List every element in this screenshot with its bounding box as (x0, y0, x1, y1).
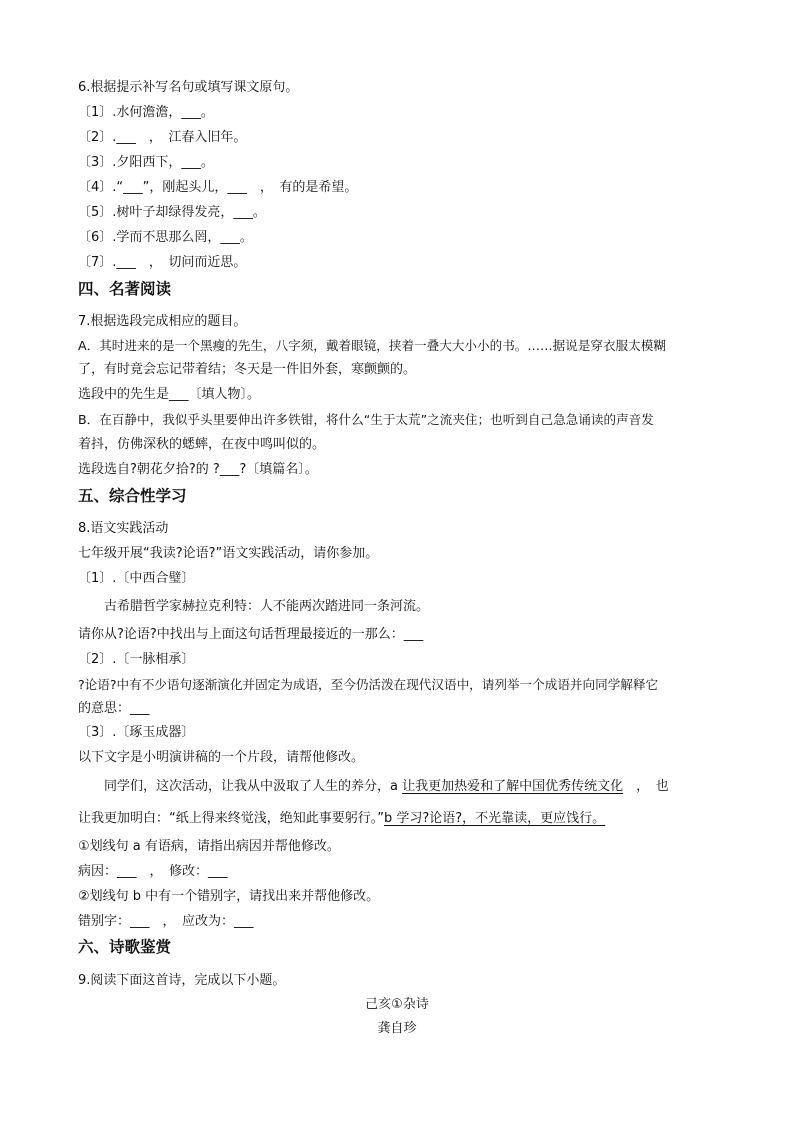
q6-item-7: 〔7〕.___ ， 切问而近思。 (78, 255, 247, 270)
q7-b-line1: B．在百静中，我似乎头里要伸出许多铁钳，将什么“生于太荒”之流夹住；也听到自己急急诵读的声音发 (78, 412, 654, 427)
q8-part1-label: 〔1〕.〔中西合璧〕 (78, 571, 195, 586)
q6-item-5: 〔5〕.树叶子却绿得发亮，___。 (78, 205, 266, 220)
q8-part2-label: 〔2〕.〔一脉相承〕 (78, 652, 195, 667)
passage-line2 (78, 810, 605, 828)
q7-title: 7.根据选段完成相应的题目。 (78, 314, 247, 329)
q8-part3-intro: 以下文字是小明演讲稿的一个片段，请帮他修改。 (78, 750, 365, 765)
q8-title: 8.语文实践活动 (78, 521, 169, 536)
underlined-sentence-b: b 学习?论语?，不光靠读，更应饯行。 (383, 811, 606, 826)
passage-line2-text: 让我更加明白：“纸上得来终觉浅，绝知此事要躬行。” (78, 811, 384, 826)
q6-item-1: 〔1〕.水何澹澹，___。 (78, 105, 214, 120)
q7-a-line2: 了，有时竟会忘记带着结；冬天是一件旧外套，寒颤颤的。 (78, 362, 417, 377)
q8-sub2-answer: 错别字：___ ， 应改为：___ (78, 914, 254, 929)
passage-line1 (104, 778, 669, 796)
section-4-heading: 四、名著阅读 (78, 280, 172, 298)
passage-line1-tail: ， 也 (623, 779, 669, 794)
poem-title: 己亥①杂诗 (365, 997, 429, 1012)
section-6-heading: 六、诗歌鉴赏 (78, 938, 172, 956)
q6-title: 6.根据提示补写名句或填写课文原句。 (78, 80, 299, 95)
passage-line1-text: 同学们，这次活动，让我从中汲取了人生的养分，a (104, 779, 403, 794)
q6-item-6: 〔6〕.学而不思那么罔，___。 (78, 230, 253, 245)
q8-part3-label: 〔3〕.〔琢玉成器〕 (78, 725, 195, 740)
q6-item-3: 〔3〕.夕阳西下，___。 (78, 155, 214, 170)
q7-a-question: 选段中的先生是___〔填人物〕。 (78, 387, 261, 402)
q8-part2-question-line1: ?论语?中有不少语句逐渐演化并固定为成语，至今仍活泼在现代汉语中，请列举一个成语并向同学解释它 (78, 677, 659, 692)
q8-part2-question-line2: 的意思：___ (78, 701, 150, 716)
q7-b-line2: 着抖，仿佛深秋的蟋蟀，在夜中鸣叫似的。 (78, 437, 326, 452)
q7-a-line1: A．其时进来的是一个黑瘦的先生，八字须，戴着眼镜，挟着一叠大大小小的书。……据说是穿衣服太模糊 (78, 338, 666, 353)
poem-author: 龚自珍 (377, 1021, 417, 1036)
q8-part1-question: 请你从?论语?中找出与上面这句话哲理最接近的一那么：___ (78, 627, 424, 642)
section-5-heading: 五、综合性学习 (78, 487, 187, 505)
q6-item-4: 〔4〕.“___”，刚起头儿，___ ， 有的是希望。 (78, 180, 358, 195)
q8-sub2: ②划线句 b 中有一个错别字，请找出来并帮他修改。 (78, 889, 380, 904)
q8-sub1: ①划线句 a 有语病，请指出病因并帮他修改。 (78, 839, 340, 854)
underlined-sentence-a: 让我更加热爱和了解中国优秀传统文化 (402, 779, 624, 794)
q8-part1-quote: 古希腊哲学家赫拉克利特：人不能两次踏进同一条河流。 (104, 599, 430, 614)
q8-sub1-answer: 病因：___ ， 修改：___ (78, 864, 228, 879)
q8-intro: 七年级开展“我读?论语?”语文实践活动，请你参加。 (78, 546, 379, 561)
q9-title: 9.阅读下面这首诗，完成以下小题。 (78, 973, 286, 988)
q6-item-2: 〔2〕.___ ， 江春入旧年。 (78, 130, 247, 145)
q7-b-question: 选段选自?朝花夕拾?的 ?___?〔填篇名〕。 (78, 462, 318, 477)
